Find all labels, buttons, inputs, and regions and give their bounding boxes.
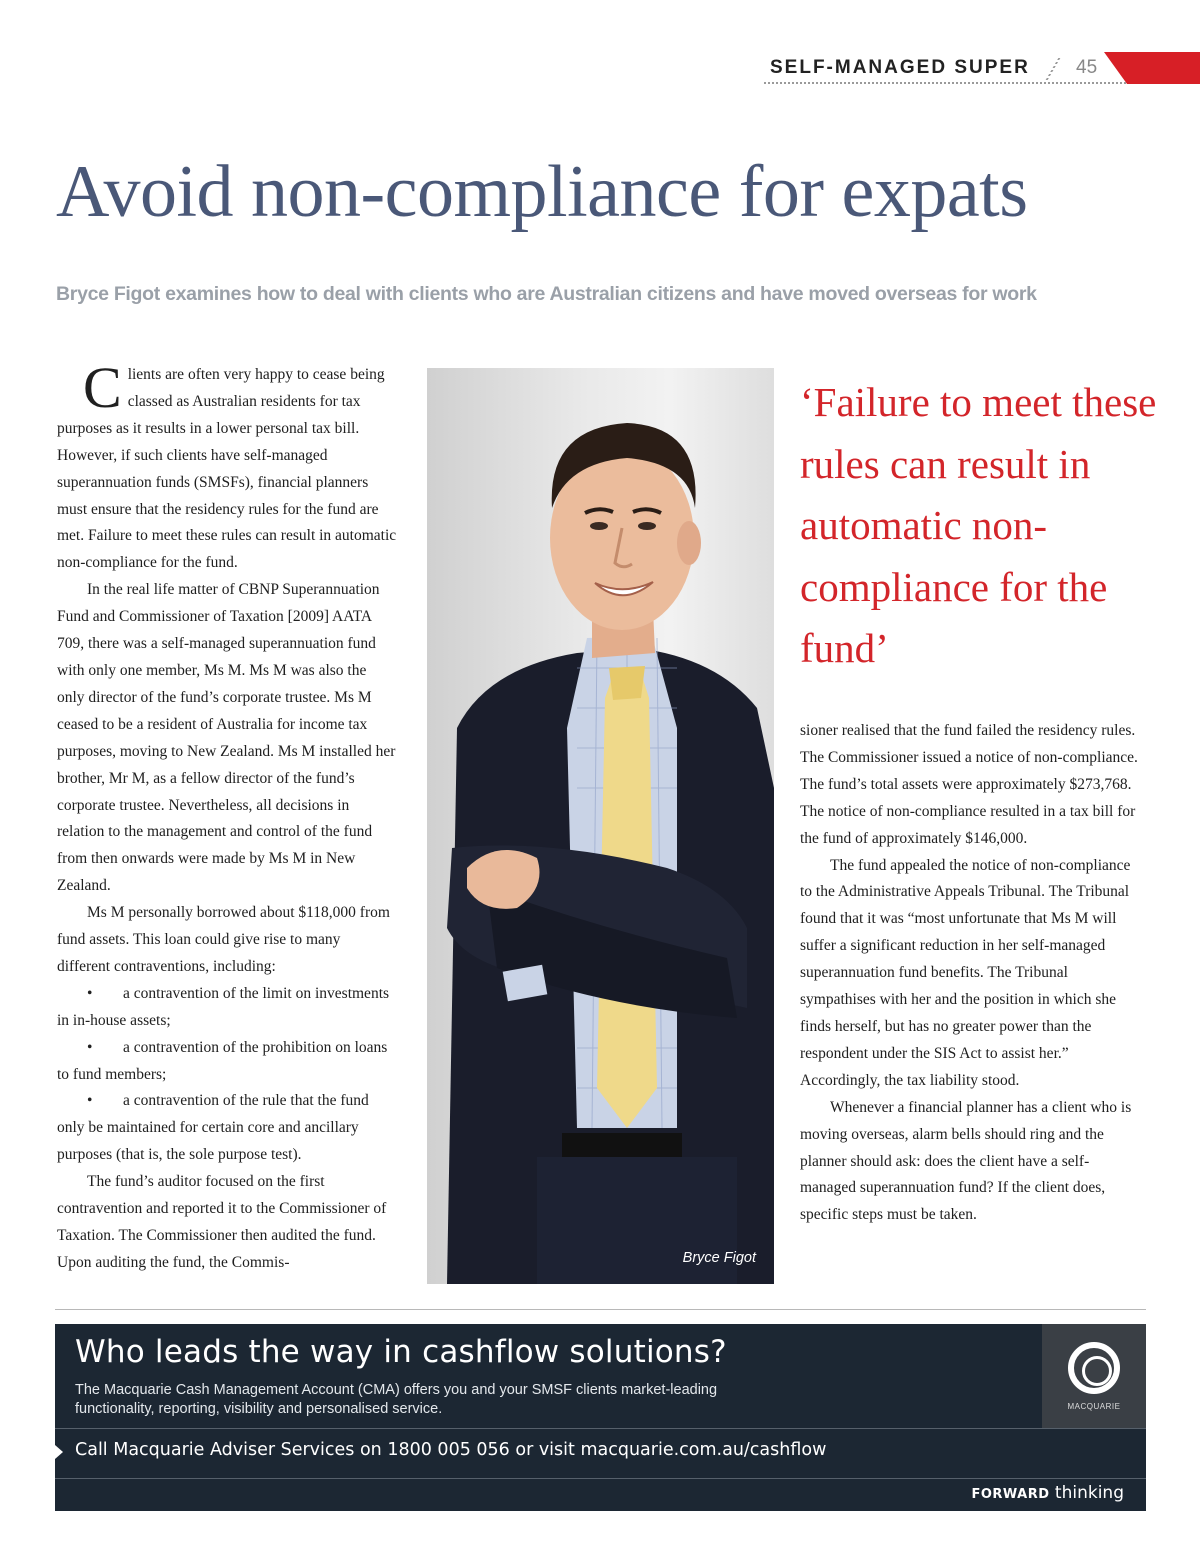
ad-body-text: The Macquarie Cash Management Account (CMA) offers you and your SMSF clients market-leading functionality, reporting, visibility and personalised service.: [75, 1382, 718, 1417]
header-dotted-rule: [764, 82, 1126, 84]
paragraph-5: sioner realised that the fund failed the residency rules. The Commissioner issued a notice of non-compliance. The fund’s total assets were approximately $273,768. The notice of non-compliance resulted in a tax bill for the fund of approximately $146,000.: [800, 722, 1138, 847]
slogan-bold: FORWARD: [971, 1487, 1050, 1502]
red-tab-accent: [1104, 52, 1200, 84]
section-divider: [1046, 58, 1073, 80]
bullet-dot: •: [87, 1038, 93, 1056]
bullet-item: [57, 1035, 397, 1089]
bullet-dot: •: [87, 1092, 93, 1110]
paragraph-1-text: lients are often very happy to cease being classed as Australian residents for tax purposes as it results in a lower personal tax bill. However, if such clients have self-managed superannuation funds (SMSFs), financial planners must ensure that the residency rules for the fund are met. Failure to meet these rules can result in automatic non-compliance for the fund.: [57, 366, 397, 572]
drop-cap: C: [83, 355, 122, 420]
paragraph-4: The fund’s auditor focused on the first contravention and reported it to the Commissioner of Taxation. The Commissioner then audited the fund. Upon auditing the fund, the Commis-: [57, 1173, 387, 1271]
photo-caption: Bryce Figot: [682, 1250, 756, 1266]
bullet-item: [57, 981, 397, 1035]
bullet-text: a contravention of the rule that the fund only be maintained for certain core and ancillary purposes (that is, the sole purpose test).: [57, 1092, 369, 1164]
author-photo: [427, 368, 774, 1284]
paragraph-3: Ms M personally borrowed about $118,000 from fund assets. This loan could give rise to many different contraventions, including:: [57, 904, 390, 975]
article-standfirst: Bryce Figot examines how to deal with clients who are Australian citizens and have moved overseas for work: [56, 283, 1037, 305]
page-number: 45: [1076, 57, 1098, 78]
ad-headline: Who leads the way in cashflow solutions?: [75, 1334, 727, 1370]
pull-quote: ‘Failure to meet these rules can result in automatic non-compliance for the fund’: [800, 379, 1157, 671]
ad-slogan: [971, 1483, 1124, 1503]
macquarie-logo-icon: [1068, 1342, 1120, 1394]
bullet-text: a contravention of the prohibition on loans to fund members;: [57, 1038, 388, 1083]
slogan-light: thinking: [1054, 1483, 1124, 1503]
paragraph-1: [57, 355, 397, 577]
left-column: [57, 355, 397, 1277]
right-column: [800, 718, 1145, 1229]
ad-bottom-rule: [55, 1478, 1146, 1479]
macquarie-logo-text: MACQUARIE: [1067, 1402, 1121, 1411]
article-headline: Avoid non-compliance for expats: [56, 151, 1028, 233]
macquarie-advertisement[interactable]: [55, 1324, 1146, 1511]
bullet-text: a contravention of the limit on investments in in-house assets;: [57, 984, 390, 1029]
bullet-dot: •: [87, 984, 93, 1002]
ad-call-to-action[interactable]: Call Macquarie Adviser Services on 1800 005 056 or visit macquarie.com.au/cashflow: [75, 1440, 827, 1460]
paragraph-6: The fund appealed the notice of non-compliance to the Administrative Appeals Tribunal. The Tribunal found that it was “most unfortunate that Ms M will suffer a significant reduction in her self-managed superannuation fund benefits. The Tribunal sympathises with her and the position in which she finds herself, but has no greater power than the respondent under the SIS Act to assist her.” Accordingly, the tax liability stood.: [800, 856, 1131, 1089]
section-label: SELF-MANAGED SUPER: [770, 57, 1030, 78]
paragraph-2: In the real life matter of CBNP Superannuation Fund and Commissioner of Taxation [2009] AATA 709, there was a self-managed superannuation fund with only one member, Ms M. Ms M was also the only director of the fund’s corporate trustee. Ms M ceased to be a resident of Australia for income tax purposes, moving to New Zealand. Ms M installed her brother, Mr M, as a fellow director of the fund’s corporate trustee. Nevertheless, all decisions in relation to the management and control of the fund from then onwards were made by Ms M in New Zealand.: [57, 581, 396, 895]
ad-divider: [55, 1428, 1146, 1429]
macquarie-logo: [1042, 1324, 1146, 1428]
paragraph-7: Whenever a financial planner has a client who is moving overseas, alarm bells should ring and the planner should ask: does the client have a self-managed superannuation fund? If the client does, specific steps must be taken.: [800, 1098, 1132, 1224]
footer-rule: [55, 1309, 1146, 1310]
bullet-item: [57, 1088, 397, 1169]
portrait-illustration: [427, 368, 774, 1284]
play-arrow-icon: [55, 1445, 63, 1459]
